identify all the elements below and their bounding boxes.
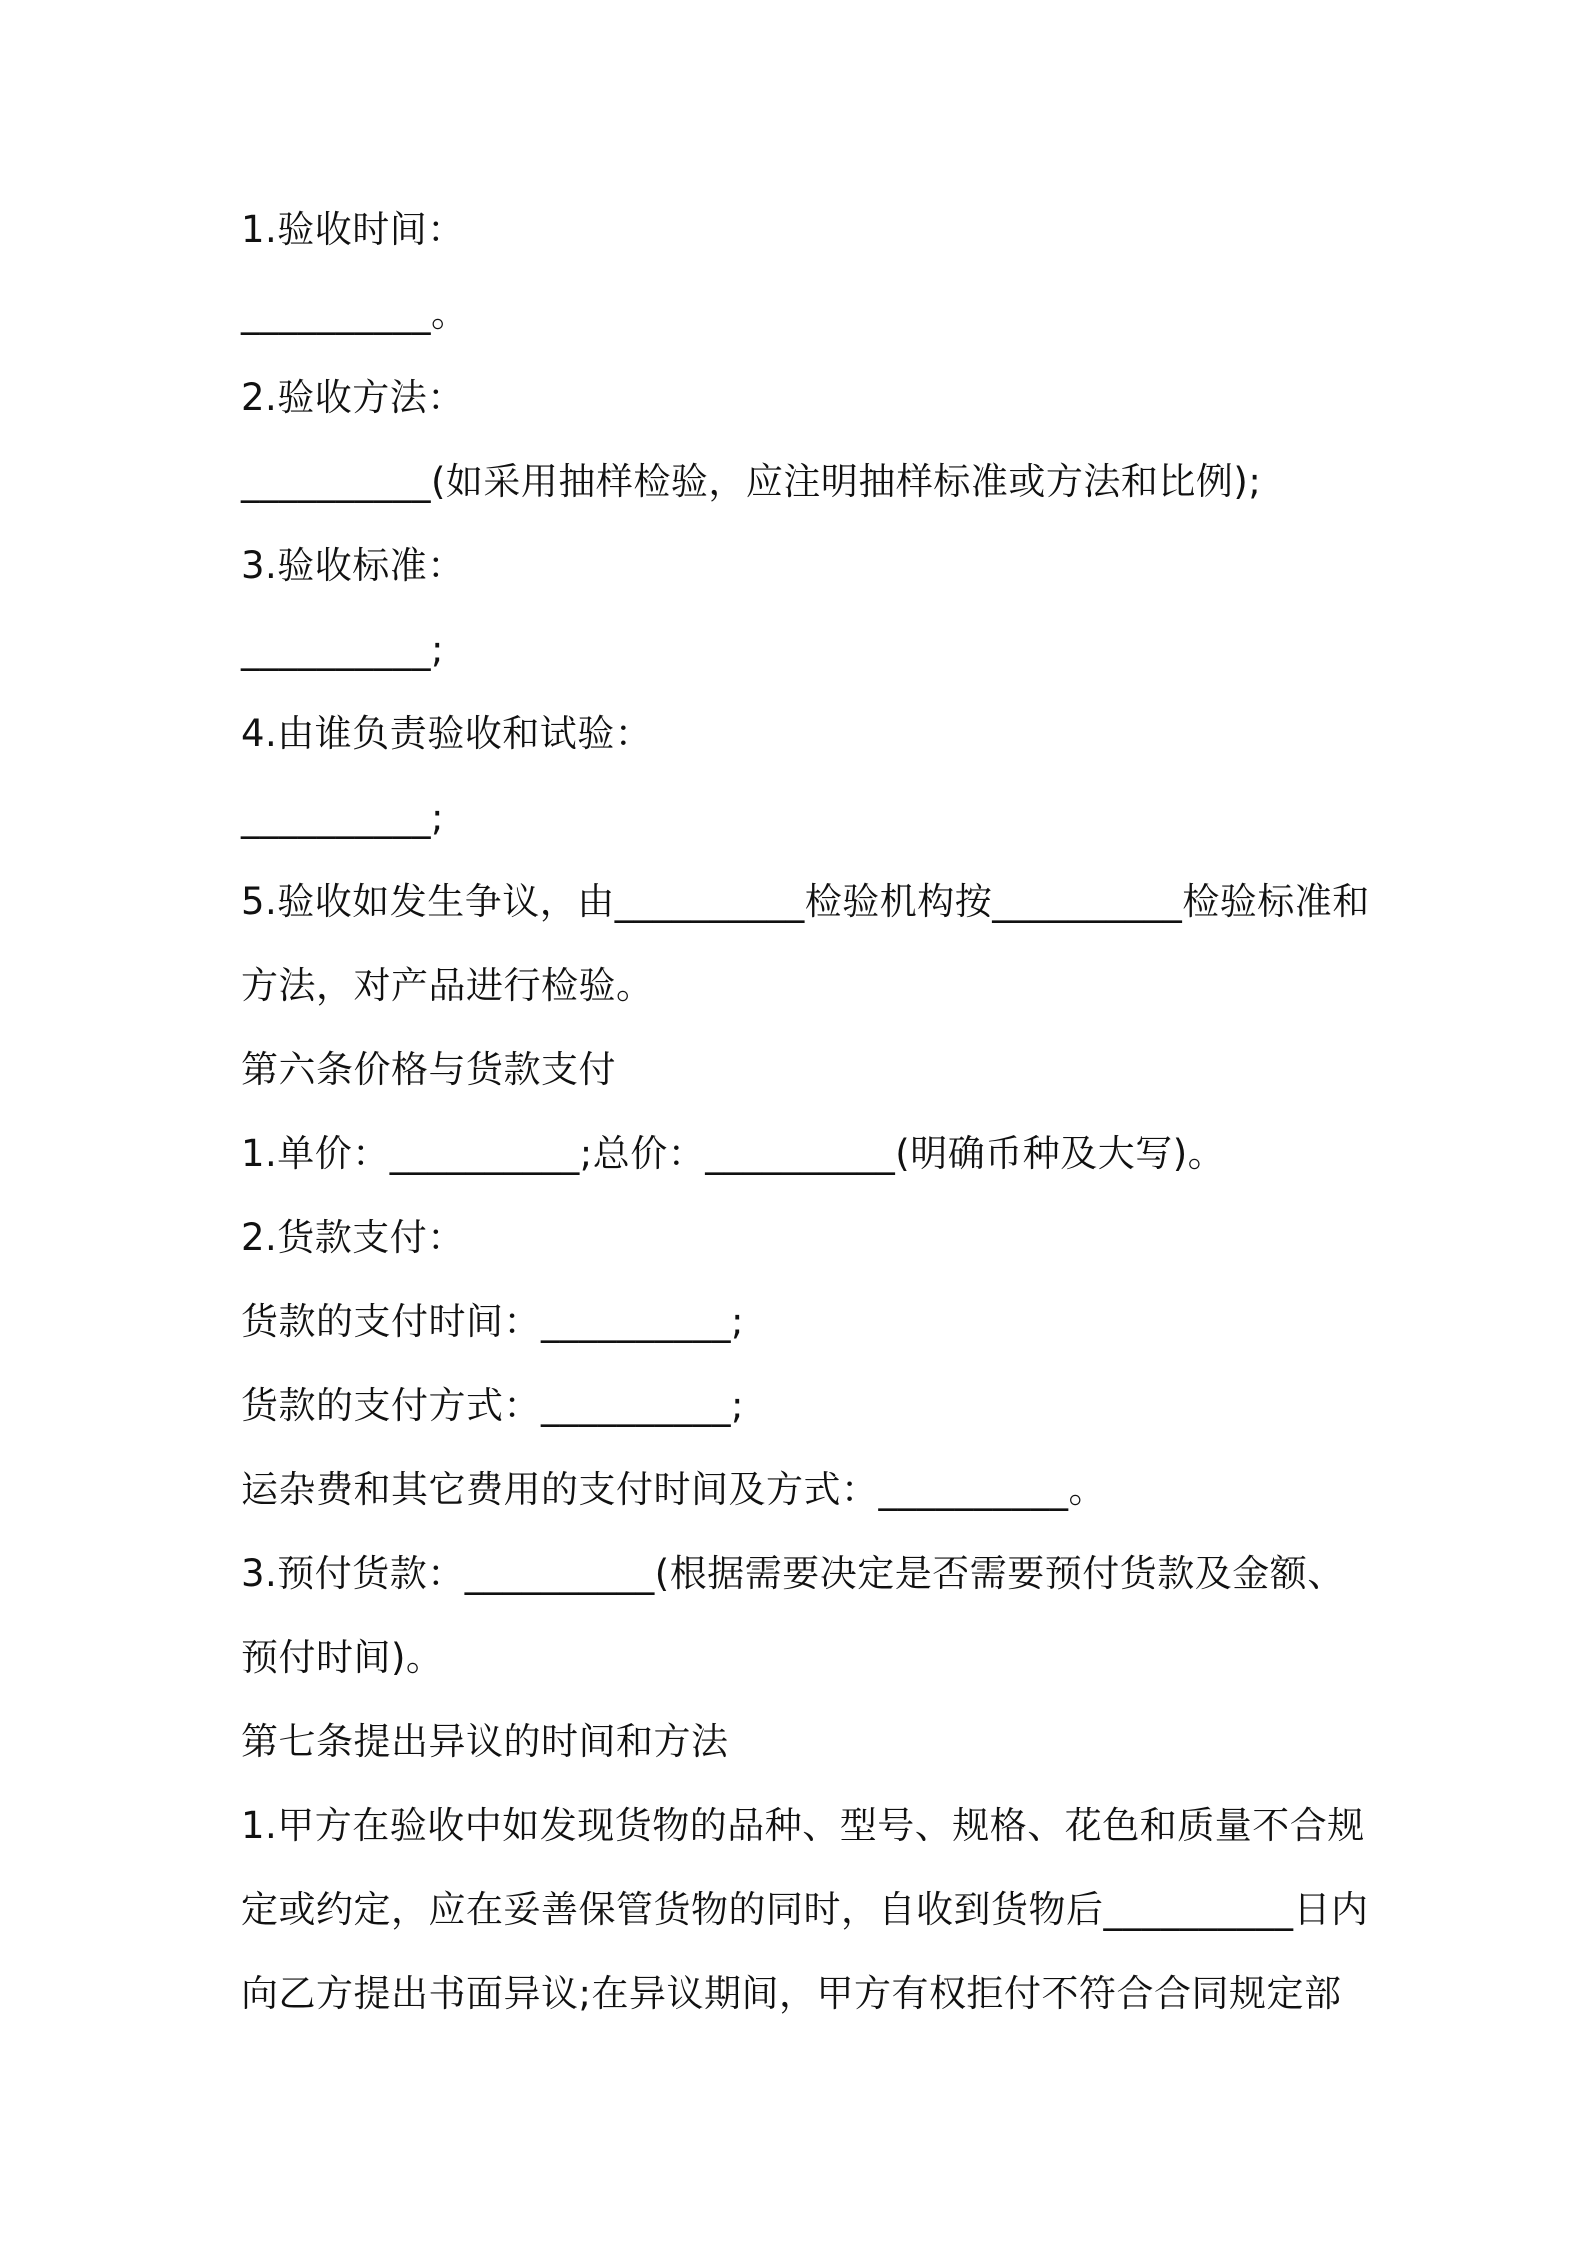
article-six-title: 第六条价格与货款支付 xyxy=(241,1048,616,1091)
acceptance-method-heading: 2.验收方法： xyxy=(241,376,465,419)
dispute-clause-line-1: 5.验收如发生争议，由__________检验机构按__________检验标准和 xyxy=(241,880,1370,923)
prepayment-line-1: 3.预付货款：__________(根据需要决定是否需要预付货款及金额、 xyxy=(241,1552,1345,1595)
acceptance-time-heading: 1.验收时间： xyxy=(241,208,465,251)
payment-method-line: 货款的支付方式：__________; xyxy=(241,1384,744,1427)
dispute-clause-line-2: 方法，对产品进行检验。 xyxy=(241,964,654,1007)
objection-clause-line-3: 向乙方提出书面异议;在异议期间，甲方有权拒付不符合合同规定部 xyxy=(241,1972,1342,2015)
payment-time-line: 货款的支付时间：__________; xyxy=(241,1300,744,1343)
acceptance-standard-heading: 3.验收标准： xyxy=(241,544,465,587)
acceptance-responsible-heading: 4.由谁负责验收和试验： xyxy=(241,712,653,755)
objection-clause-line-2: 定或约定，应在妥善保管货物的同时，自收到货物后__________日内 xyxy=(241,1888,1369,1931)
article-seven-title: 第七条提出异议的时间和方法 xyxy=(241,1720,729,1763)
objection-clause-line-1: 1.甲方在验收中如发现货物的品种、型号、规格、花色和质量不合规 xyxy=(241,1804,1365,1847)
acceptance-method-blank: __________(如采用抽样检验，应注明抽样标准或方法和比例); xyxy=(241,460,1262,503)
acceptance-time-blank: __________。 xyxy=(241,292,469,335)
freight-payment-line: 运杂费和其它费用的支付时间及方式：__________。 xyxy=(241,1468,1106,1511)
acceptance-standard-blank: __________; xyxy=(241,628,444,671)
prepayment-line-2: 预付时间)。 xyxy=(241,1636,444,1679)
unit-total-price-line: 1.单价：__________;总价：__________(明确币种及大写)。 xyxy=(241,1132,1226,1175)
acceptance-responsible-blank: __________; xyxy=(241,796,444,839)
payment-heading: 2.货款支付： xyxy=(241,1216,465,1259)
